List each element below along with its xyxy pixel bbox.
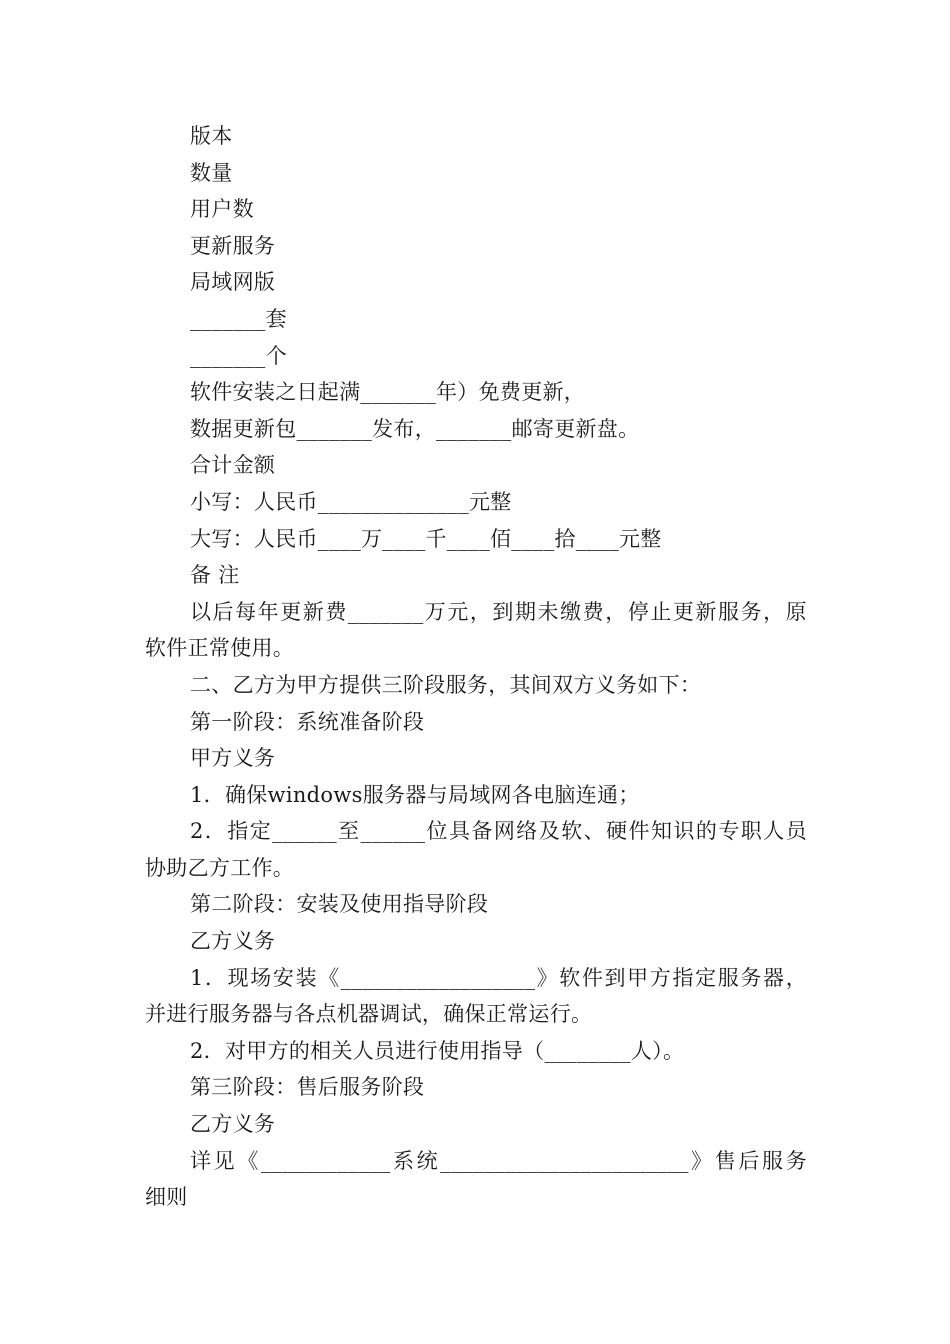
document-body	[145, 118, 807, 1216]
text-line: 乙方义务	[190, 929, 276, 954]
text-line: 1．确保windows服务器与局域网各电脑连通；	[190, 782, 640, 807]
text-line: 数量	[190, 160, 233, 185]
text-line: 并进行服务器与各点机器调试，确保正常运行。	[145, 1002, 593, 1027]
text-line: 第二阶段：安装及使用指导阶段	[190, 892, 489, 917]
text-line: 用户数	[190, 197, 254, 222]
text-line: 第三阶段：售后服务阶段	[190, 1075, 425, 1100]
text-line: 备 注	[190, 563, 240, 588]
text-line: 局域网版	[190, 270, 276, 295]
text-line: _______套	[190, 306, 287, 331]
text-line: 协助乙方工作。	[145, 855, 295, 880]
text-line: 合计金额	[190, 453, 276, 478]
text-line: 第一阶段：系统准备阶段	[190, 709, 425, 734]
text-line: 2．指定______至______位具备网络及软、硬件知识的专职人员	[190, 819, 807, 844]
text-line: 数据更新包_______发布，_______邮寄更新盘。	[190, 416, 640, 441]
text-line: 以后每年更新费_______万元，到期未缴费，停止更新服务，原	[190, 599, 807, 624]
text-line: 细则	[145, 1185, 188, 1210]
text-line: 甲方义务	[190, 746, 276, 771]
text-line: 详见《____________系统_______________________》售后服务	[190, 1148, 807, 1173]
text-line: 乙方义务	[190, 1112, 276, 1137]
text-line: 2．对甲方的相关人员进行使用指导（________人）。	[190, 1038, 685, 1063]
text-line: 小写：人民币______________元整	[190, 489, 512, 514]
text-line: 版本	[190, 124, 233, 148]
text-line: 大写：人民币____万____千____佰____拾____元整	[190, 526, 662, 551]
text-line: 软件正常使用。	[145, 636, 295, 661]
text-line: 更新服务	[190, 233, 276, 258]
text-line: 1．现场安装《__________________》软件到甲方指定服务器，	[190, 965, 807, 990]
text-line: 软件安装之日起满_______年）免费更新，	[190, 380, 586, 405]
text-line: _______个	[190, 343, 287, 368]
text-line: 二、乙方为甲方提供三阶段服务，其间双方义务如下：	[190, 672, 702, 697]
